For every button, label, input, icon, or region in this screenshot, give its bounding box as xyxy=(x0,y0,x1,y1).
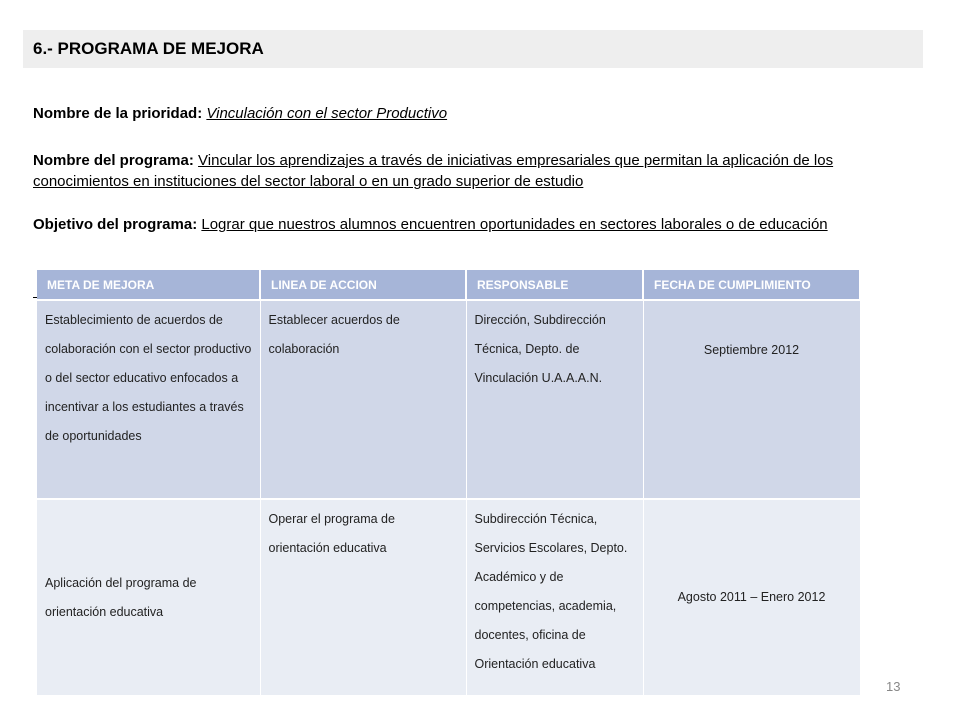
cell-meta: Aplicación del programa de orientación educativa xyxy=(37,499,260,696)
cell-linea: Establecer acuerdos de colaboración xyxy=(260,300,466,499)
cell-responsable: Subdirección Técnica, Servicios Escolares, Depto. Académico y de competencias, academia, docentes, oficina de Orientación educativa xyxy=(466,499,643,696)
objective-value: Lograr que nuestros alumnos encuentren oportunidades en sectores laborales o de educación xyxy=(201,216,828,233)
program-value: Vincular los aprendizajes a través de iniciativas empresariales que permitan la aplicación de los conocimientos en instituciones del sector laboral o en un grado superior de estudio xyxy=(33,152,834,190)
table-header-row xyxy=(37,270,860,300)
table-row xyxy=(37,499,860,696)
program-label: Nombre del programa: xyxy=(33,152,194,169)
section-title: 6.- PROGRAMA DE MEJORA xyxy=(33,39,264,58)
header-meta: META DE MEJORA xyxy=(37,270,260,300)
cell-fecha: Agosto 2011 – Enero 2012 xyxy=(643,499,860,696)
priority-info xyxy=(33,103,913,124)
cell-linea: Operar el programa de orientación educativa xyxy=(260,499,466,696)
objective-info xyxy=(33,214,913,235)
section-title-bar xyxy=(23,30,923,68)
page-number: 13 xyxy=(886,679,901,694)
cell-responsable: Dirección, Subdirección Técnica, Depto. de Vinculación U.A.A.A.N. xyxy=(466,300,643,499)
header-fecha: FECHA DE CUMPLIMIENTO xyxy=(643,270,860,300)
priority-value: Vinculación con el sector Productivo xyxy=(206,105,448,122)
table-row xyxy=(37,300,860,499)
priority-label: Nombre de la prioridad: xyxy=(33,105,203,122)
header-linea: LINEA DE ACCION xyxy=(260,270,466,300)
improvement-plan-table xyxy=(37,270,861,697)
cell-fecha: Septiembre 2012 xyxy=(643,300,860,499)
program-info xyxy=(33,150,913,192)
cell-meta: Establecimiento de acuerdos de colaboración con el sector productivo o del sector educativo enfocados a incentivar a los estudiantes a través de oportunidades xyxy=(37,300,260,499)
objective-label: Objetivo del programa: xyxy=(33,216,198,233)
header-responsable: RESPONSABLE xyxy=(466,270,643,300)
